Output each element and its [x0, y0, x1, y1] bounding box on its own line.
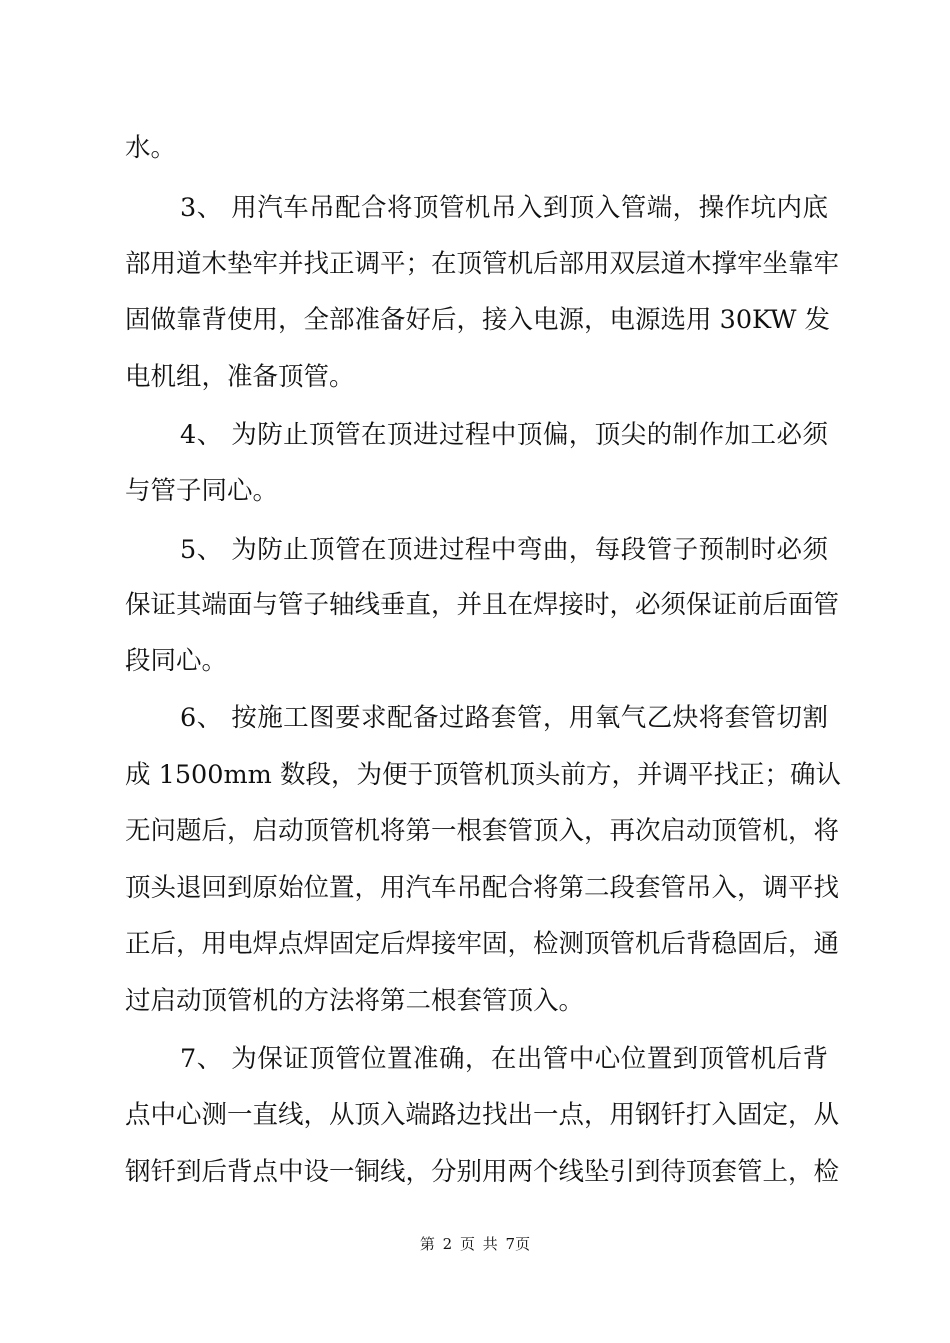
item-3-line-1: 3、 用汽车吊配合将顶管机吊入到顶入管端，操作坑内底: [180, 193, 828, 223]
item-7-line-3: 钢钎到后背点中设一铜线，分别用两个线坠引到待顶套管上，检: [125, 1157, 840, 1187]
item-7-line-2: 点中心测一直线，从顶入端路边找出一点，用钢钎打入固定，从: [125, 1100, 840, 1130]
item-5-line-3: 段同心。: [125, 646, 228, 676]
item-6-line-2: 成 1500mm 数段，为便于顶管机顶头前方，并调平找正；确认: [125, 760, 841, 790]
item-5-line-2: 保证其端面与管子轴线垂直，并且在焊接时，必须保证前后面管: [125, 590, 840, 620]
item-6-line-4: 顶头退回到原始位置，用汽车吊配合将第二段套管吊入，调平找: [125, 873, 840, 903]
item-4-line-1: 4、 为防止顶管在顶进过程中顶偏，顶尖的制作加工必须: [180, 420, 828, 450]
item-3-line-2: 部用道木垫牢并找正调平；在顶管机后部用双层道木撑牢坐靠牢: [125, 249, 840, 279]
item-6-line-5: 正后，用电焊点焊固定后焊接牢固，检测顶管机后背稳固后，通: [125, 929, 840, 959]
item-3-line-4: 电机组，准备顶管。: [125, 362, 355, 392]
item-6-line-1: 6、 按施工图要求配备过路套管，用氧气乙炔将套管切割: [180, 703, 828, 733]
item-6-line-6: 过启动顶管机的方法将第二根套管顶入。: [125, 986, 585, 1016]
item-7-line-1: 7、 为保证顶管位置准确，在出管中心位置到顶管机后背: [180, 1044, 828, 1074]
text-line-1: 水。: [125, 133, 177, 163]
item-5-line-1: 5、 为防止顶管在顶进过程中弯曲，每段管子预制时必须: [180, 535, 828, 565]
item-3-line-3: 固做靠背使用，全部准备好后，接入电源，电源选用 30KW 发: [125, 305, 831, 335]
page-footer-number: 第 2 页 共 7页: [419, 1235, 531, 1253]
item-6-line-3: 无问题后，启动顶管机将第一根套管顶入，再次启动顶管机，将: [125, 816, 840, 846]
item-4-line-2: 与管子同心。: [125, 476, 279, 506]
